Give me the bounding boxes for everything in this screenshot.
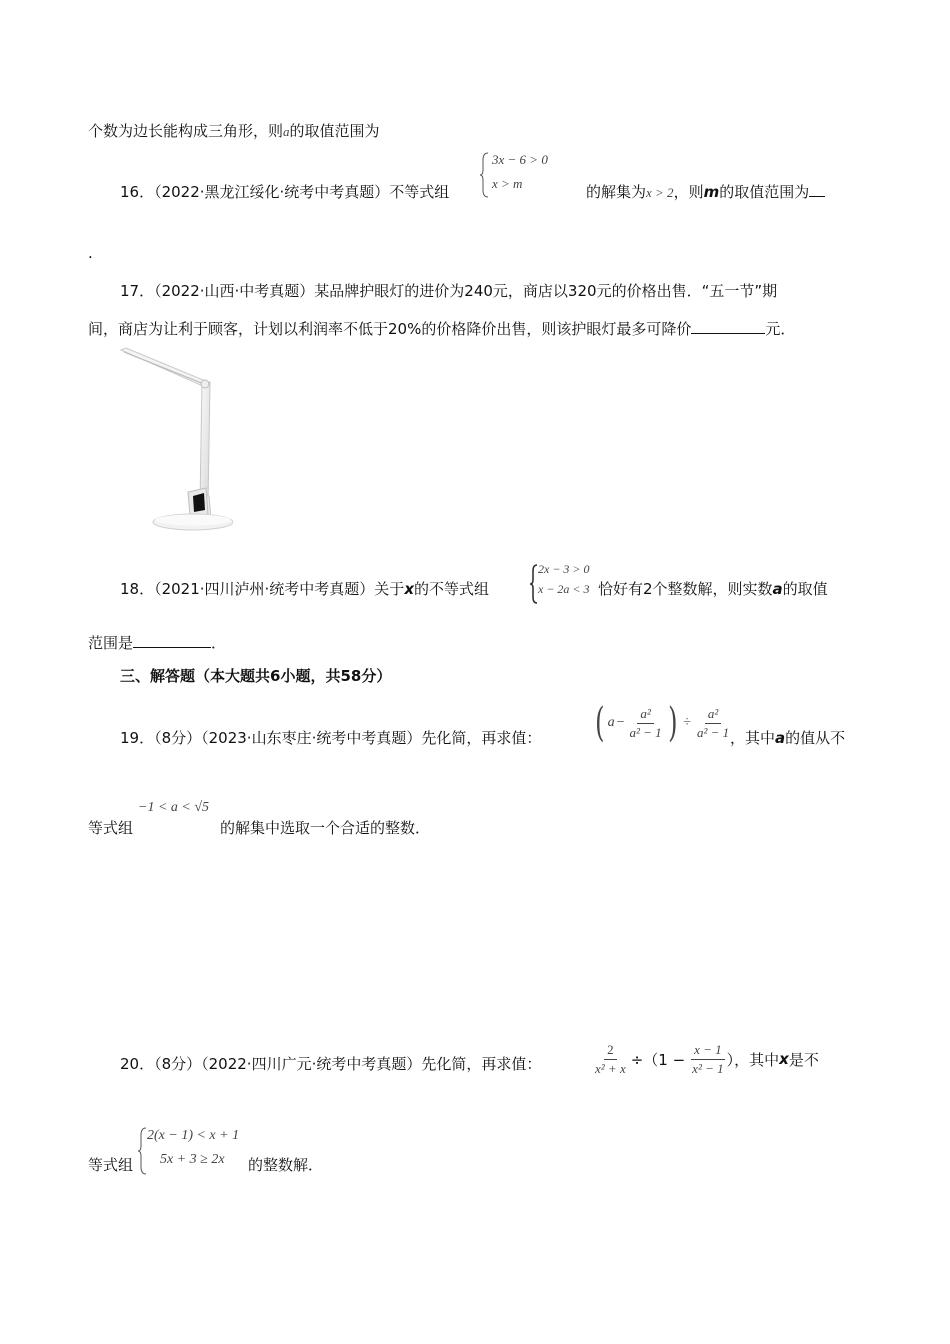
q19-div: ÷ xyxy=(683,715,691,730)
q20-var: x xyxy=(779,1050,789,1068)
q20-ineq1: 2(x − 1) < x + 1 xyxy=(147,1128,240,1143)
q18-line2-text: 范围是 xyxy=(88,634,134,652)
left-paren: ( xyxy=(595,700,605,746)
q19-range: −1 < a < √5 xyxy=(138,800,210,815)
q16-end: 的取值范围为 xyxy=(719,183,810,201)
q16-ineq2: x > m xyxy=(492,176,523,191)
q18-ineq2: x − 2a < 3 xyxy=(538,582,590,596)
q16-mid: 的解集为 xyxy=(586,183,647,201)
q15-var: a xyxy=(283,124,290,139)
q20-end: 是不 xyxy=(788,1050,819,1069)
q18-line2 xyxy=(88,632,226,653)
q19-after: ，其中 xyxy=(730,729,776,747)
q16-line xyxy=(120,181,449,202)
q18-var-a: a xyxy=(772,580,783,598)
q18-var-x: x xyxy=(404,580,414,598)
q20-line2-end: 的整数解． xyxy=(248,1156,324,1174)
q16-after: ，则 xyxy=(673,183,704,201)
q19-expression xyxy=(592,698,732,748)
q20-fraction-1 xyxy=(592,1042,629,1077)
q15-text: 个数为边长能构成三角形，则 xyxy=(88,122,284,140)
q20-line1 xyxy=(120,1053,541,1074)
q18-line1-rest xyxy=(598,578,828,599)
q18-number: 18． xyxy=(120,580,155,598)
right-paren: ) xyxy=(667,700,678,746)
q17-text-line1: （2022·山西·中考真题）某品牌护眼灯的进价为240元，商店以320元的价格出售．“五一节”期 xyxy=(154,282,778,300)
q16-tail-dot: . xyxy=(88,244,93,262)
q19-line1 xyxy=(120,727,541,748)
q19-frac1-numerator: a² xyxy=(637,706,653,724)
q20-system xyxy=(138,1125,248,1175)
q17-answer-blank xyxy=(691,319,765,334)
q20-frac1-numerator: 2 xyxy=(604,1042,617,1060)
q18-line1 xyxy=(120,578,489,599)
q20-close: ），其中 xyxy=(726,1050,780,1069)
q17-line1 xyxy=(120,280,777,301)
q20-expression xyxy=(592,1036,819,1082)
q20-div-open: ÷（1 − xyxy=(630,1050,686,1069)
q16-solution: x > 2 xyxy=(646,185,674,200)
q19-frac2-denominator: a² − 1 xyxy=(696,724,730,740)
q18-end1: 的取值 xyxy=(782,580,828,598)
q18-ineq1: 2x − 3 > 0 xyxy=(538,562,590,576)
q19-line1-rest xyxy=(730,727,845,748)
q16-system xyxy=(480,150,560,198)
q15-text-end: 的取值范围为 xyxy=(289,122,380,140)
q19-number: 19． xyxy=(120,729,155,747)
q19-line2-end: 的解集中选取一个合适的整数． xyxy=(220,819,431,837)
q17-text-line2: 间，商店为让利于顾客，计划以利润率不低于20%的价格降价出售，则该护眼灯最多可降价 xyxy=(88,320,692,338)
q20-frac1-denominator: x² + x xyxy=(595,1060,626,1076)
q17-end: 元． xyxy=(765,320,796,338)
q16-ineq1: 3x − 6 > 0 xyxy=(492,152,548,167)
q18-mid: 的不等式组 xyxy=(414,580,490,598)
q17-line2 xyxy=(88,318,795,339)
q19-frac2-numerator: a² xyxy=(705,706,721,724)
desk-lamp-image xyxy=(118,346,233,532)
q20-fraction-2 xyxy=(689,1042,726,1077)
q19-fraction-1 xyxy=(627,706,665,741)
q18-system xyxy=(530,562,602,604)
q18-after: 恰好有2个整数解，则实数 xyxy=(598,580,773,598)
q19-a: a xyxy=(607,715,615,730)
q20-frac2-numerator: x − 1 xyxy=(691,1042,725,1060)
q18-source: （2021·四川泸州·统考中考真题）关于 xyxy=(154,580,405,598)
q20-frac2-denominator: x² − 1 xyxy=(692,1060,724,1076)
q16-source: （2022·黑龙江绥化·统考中考真题）不等式组 xyxy=(154,183,450,201)
section-3-title: 三、解答题（本大题共6小题，共58分） xyxy=(120,667,392,685)
brace-icon xyxy=(530,564,538,604)
q16-answer-blank xyxy=(809,182,825,197)
q19-var: a xyxy=(775,729,786,747)
q20-source: （8分）（2022·四川广元·统考中考真题）先化简，再求值： xyxy=(154,1055,542,1073)
q15-tail-line xyxy=(88,120,380,141)
q19-source: （8分）（2023·山东枣庄·统考中考真题）先化简，再求值： xyxy=(154,729,542,747)
q20-line2-start: 等式组 xyxy=(88,1156,134,1174)
q19-end: 的值从不 xyxy=(785,729,846,747)
brace-icon xyxy=(480,152,490,198)
q20-ineq2: 5x + 3 ≥ 2x xyxy=(160,1152,225,1167)
q18-answer-blank xyxy=(133,633,211,648)
q19-fraction-2 xyxy=(694,706,732,741)
q16-var: m xyxy=(703,183,720,201)
q19-minus: − xyxy=(616,715,625,730)
q20-number: 20． xyxy=(120,1055,155,1073)
q19-line2-start: 等式组 xyxy=(88,819,134,837)
q16-number: 16． xyxy=(120,183,155,201)
q16-line-rest xyxy=(586,181,825,202)
q19-frac1-denominator: a² − 1 xyxy=(629,724,662,740)
q17-number: 17． xyxy=(120,282,155,300)
q18-end2: ． xyxy=(211,634,227,652)
